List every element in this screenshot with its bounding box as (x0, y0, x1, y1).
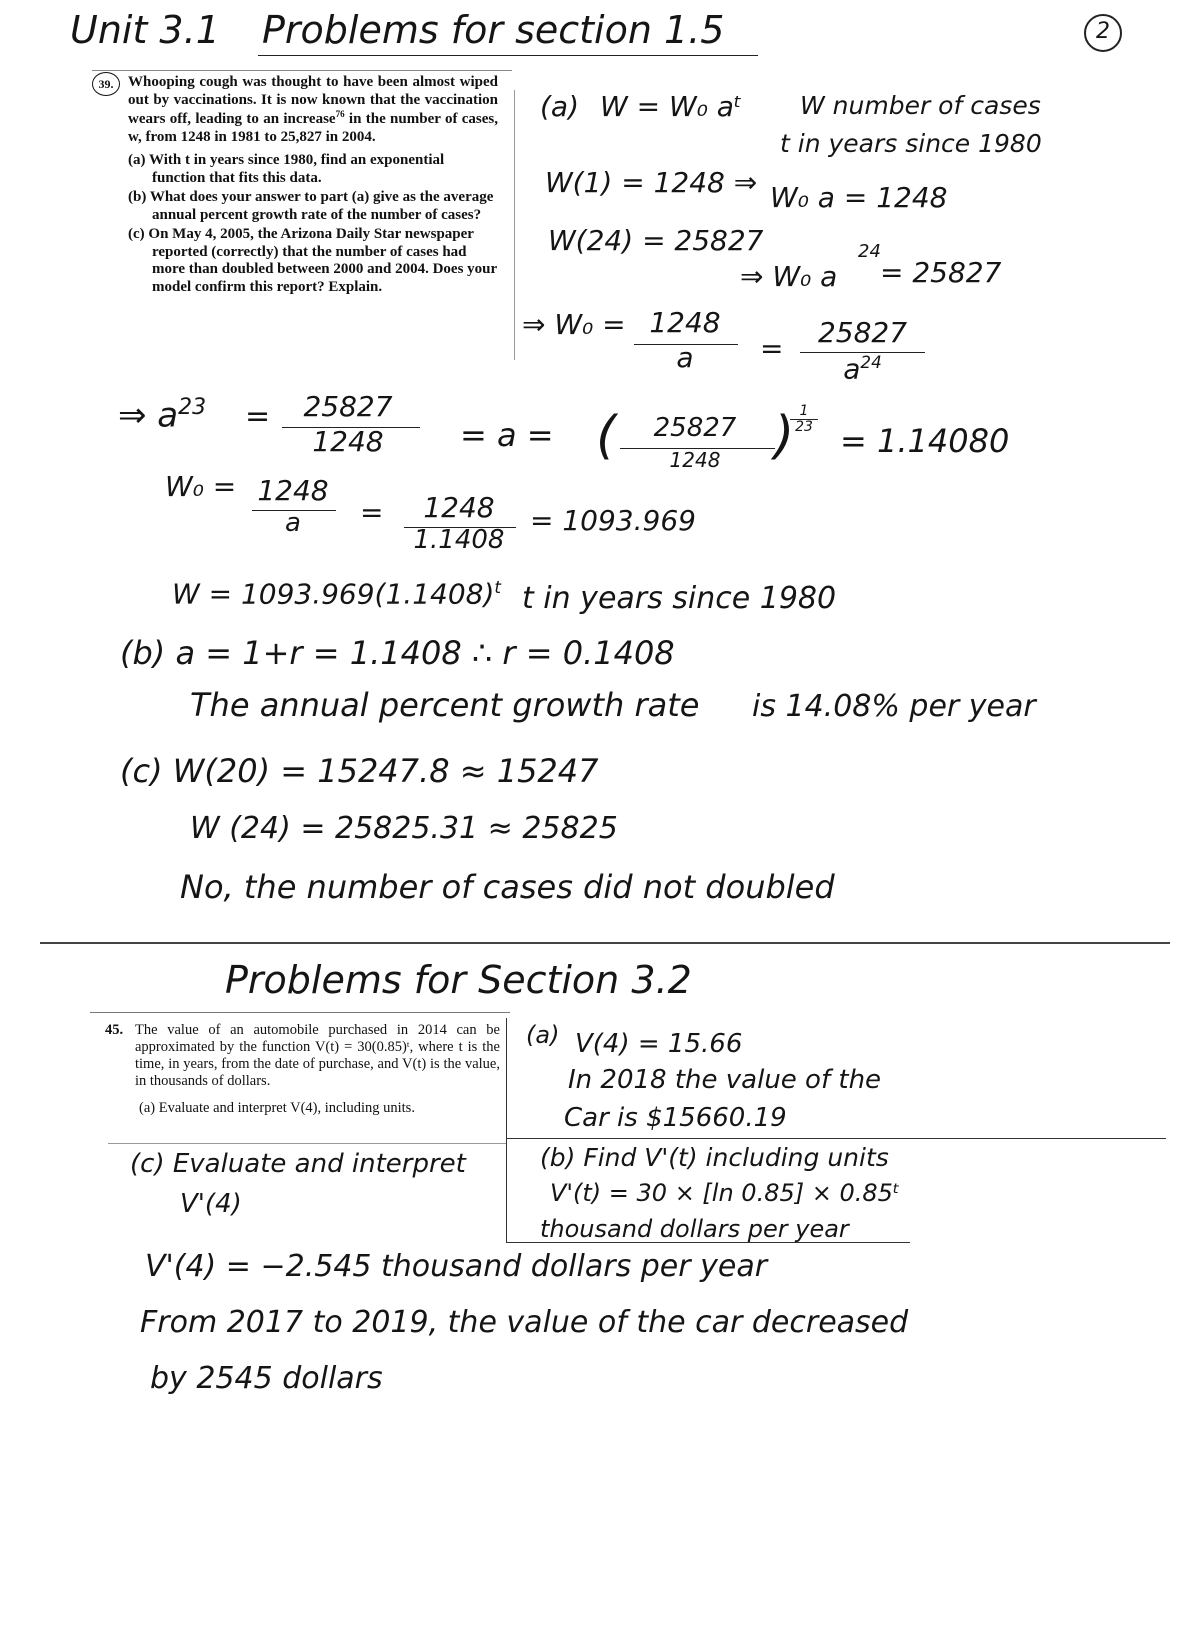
p45-divider-horizontal (506, 1138, 1166, 1139)
footnote-ref: 76 (335, 109, 345, 120)
w39-b-line1: (b) a = 1+r = 1.1408 ∴ r = 0.1408 (120, 634, 675, 672)
w39-frac1: 1248 a (649, 306, 721, 374)
problem-45-stem: 45. The value of an automobile purchased in 2014 can be approximated by the function V(t) = 30(0.85)ᵗ, where t is the time, in years, from the date of purchase, and V(t) is the value, in thousands of dollars. (105, 1022, 500, 1089)
problem-39-stem: Whooping cough was thought to have been almost wiped out by vaccinations. It is now known that the vaccination wears off, leading to an increase$^{76}$ in the number of cases, w, from 1248 in 1981 to 25,827 in 2004. (128, 74, 499, 145)
w39-w24c: = 25827 (880, 256, 1002, 289)
w39-b-line2a: The annual percent growth rate (190, 686, 700, 724)
problem-45-part-a: (a) Evaluate and interpret V(4), including units. (139, 1099, 415, 1116)
w39-w0-frac: 1248 a (257, 474, 329, 538)
w45-c-line2: V'(4) (180, 1189, 242, 1219)
page-number: 2 (1096, 19, 1110, 44)
w39-w1b: W₀ a = 1248 (770, 181, 948, 214)
w39-w0-frac2-bar (404, 527, 516, 528)
w39-def-t: t in years since 1980 (780, 129, 1042, 158)
w39-w0-eq: = (360, 496, 384, 529)
w39-w0-res: = 1093.969 (530, 504, 696, 537)
w39-w0-lhs: W₀ = (165, 470, 237, 503)
w39-w0-frac2: 1248 1.1408 (413, 491, 505, 555)
w45-c-interp1: From 2017 to 2019, the value of the car decreased (140, 1305, 909, 1340)
w45-c-line1: (c) Evaluate and interpret (130, 1149, 466, 1179)
section2-underline (90, 1012, 510, 1013)
problem-39-part-b: (b) What does your answer to part (a) give as the average annual percent growth rate of the number of cases? (128, 189, 494, 223)
w45-a-val: V(4) = 15.66 (575, 1029, 743, 1059)
w39-a23-frac: 25827 1248 (303, 390, 393, 458)
w39-a23-pfrac: 25827 1248 (653, 413, 737, 472)
w45-a-interp1: In 2018 the value of the (568, 1065, 882, 1095)
page-number-circle (1084, 14, 1122, 52)
w39-final-model: $W = 1093.969(1.1408)^t$ (172, 577, 501, 611)
w45-a-label: (a) (526, 1021, 560, 1049)
w39-c-line3: No, the number of cases did not doubled (180, 868, 835, 906)
w45-b-underline (506, 1242, 910, 1243)
problem-39-part-c: (c) On May 4, 2005, the Arizona Daily Star newspaper reported (correctly) that the number of cases had more than doubled between 2000 and 2004. Does your model confirm this report? Explain. (128, 226, 497, 296)
w39-a23-pfrac-bar (620, 448, 775, 449)
w45-b-line3: thousand dollars per year (540, 1215, 849, 1243)
w45-c-interp2: by 2545 dollars (150, 1361, 383, 1396)
problem-39-number: 39. (98, 77, 114, 91)
w39-a23-eq2: = a = (460, 416, 554, 454)
p45-divider-vertical (506, 1018, 507, 1243)
w39-def-w: W number of cases (800, 91, 1041, 120)
w39-paren-close: ) (774, 406, 795, 466)
w39-b-line2b: is 14.08% per year (752, 689, 1036, 724)
problem-39 (92, 74, 498, 297)
problem-39-part-a: (a) With t in years since 1980, find an exponential function that fits this data. (128, 152, 445, 186)
w39-w1: W(1) = 1248 ⇒ (545, 166, 758, 199)
w45-b-line2: V'(t) = 30 × [ln 0.85] × 0.85ᵗ (550, 1179, 900, 1207)
problem-45 (105, 1022, 500, 1117)
w39-frac1-bar (634, 344, 738, 345)
page-title: Problems for section 1.5 (262, 8, 725, 52)
w39-final-note: t in years since 1980 (522, 581, 837, 616)
w39-a23-eq: = (245, 399, 271, 434)
w39-frac2-bar (800, 352, 925, 353)
problem-top-rule (92, 70, 512, 71)
w45-b-line1: (b) Find V'(t) including units (540, 1143, 889, 1172)
w39-w24: W(24) = 25827 (548, 224, 764, 257)
w39-w24-exp: 24 (858, 241, 881, 262)
w39-c-line2: W (24) = 25825.31 ≈ 25825 (190, 811, 618, 846)
section-divider (40, 942, 1170, 944)
w39-a-label: (a) (540, 90, 580, 123)
title-underline (258, 55, 758, 56)
p45-left-rule (108, 1143, 506, 1144)
w39-a23-res: = 1.14080 (840, 422, 1010, 460)
problem-39-number-circle (92, 72, 120, 96)
w39-a23-pexp: $\frac{1}{23}$ (790, 404, 818, 436)
w39-w24b: ⇒ W₀ a (740, 260, 838, 293)
w45-c-res: V'(4) = −2.545 thousand dollars per year (145, 1249, 768, 1284)
w39-paren-open: ( (596, 406, 617, 466)
section2-title: Problems for Section 3.2 (225, 958, 692, 1002)
w39-a23-lhs: ⇒ $a^{23}$ (118, 395, 207, 436)
problem-39-right-rule (514, 90, 515, 360)
unit-label: Unit 3.1 (70, 8, 220, 52)
problem-45-number: 45. (105, 1022, 124, 1038)
w39-eq2: = (760, 332, 784, 365)
w39-model: W = W₀ aᵗ (600, 90, 743, 123)
w39-frac2: 25827 $a^{24}$ (817, 316, 908, 386)
w39-a23-frac-bar (282, 427, 420, 428)
w45-a-interp2: Car is $15660.19 (564, 1103, 787, 1133)
w39-impl: ⇒ W₀ = (522, 308, 626, 341)
w39-w0-frac-bar (252, 510, 336, 511)
w39-c-line1: (c) W(20) = 15247.8 ≈ 15247 (120, 752, 599, 790)
